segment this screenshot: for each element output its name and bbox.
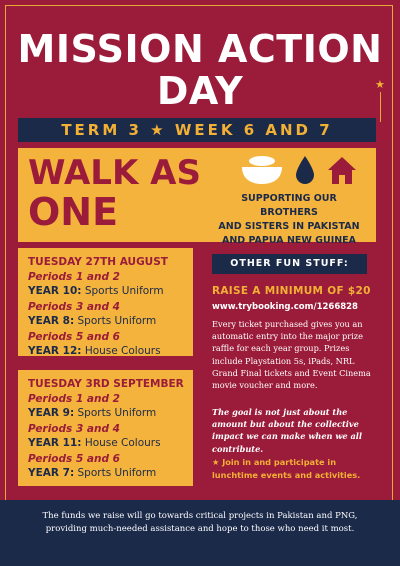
walk-title <box>28 153 201 234</box>
join-in-text: ★ Join in and participate in lunchtime events and activities. <box>212 457 361 480</box>
raffle-description: Every ticket purchased gives you an automatic entry into the major prize raffle for each year group. Prizes include Playstation 5s, iPads, NRL Grand Final tickets and Event Cinema movie voucher and more. <box>212 319 371 391</box>
year-dress-row <box>28 344 164 358</box>
schedule-date: TUESDAY 3RD SEPTEMBER <box>28 378 184 390</box>
year-label: YEAR 12: <box>28 345 82 357</box>
year-label: YEAR 11: <box>28 437 82 449</box>
support-line3: AND PAPUA NEW GUINEA <box>221 235 357 246</box>
fun-stuff-heading: OTHER FUN STUFF: <box>212 254 367 274</box>
year-dress-row <box>28 466 161 480</box>
schedule-panel-2 <box>18 370 193 486</box>
year-dress-row <box>28 314 164 328</box>
term-banner: TERM 3 ★ WEEK 6 AND 7 <box>18 118 376 142</box>
booking-link[interactable]: www.trybooking.com/1266828 <box>212 302 358 312</box>
walk-as-one-panel <box>18 148 376 246</box>
support-text <box>214 192 364 248</box>
dress-label: Sports Uniform <box>77 315 157 327</box>
goal-statement: The goal is not just about the amount but about the collective impact we can make when we all contribute. <box>212 407 362 454</box>
support-line2: AND SISTERS IN PAKISTAN <box>218 221 360 232</box>
dress-label: Sports Uniform <box>84 285 164 297</box>
raise-minimum-text: RAISE A MINIMUM OF $20 <box>212 285 371 297</box>
periods-label: Periods 5 and 6 <box>28 453 120 465</box>
bowl-icon <box>240 154 284 186</box>
schedule-list <box>28 393 161 483</box>
periods-label: Periods 5 and 6 <box>28 331 120 343</box>
dress-label: Sports Uniform <box>77 467 157 479</box>
schedule-list <box>28 271 164 361</box>
page-title-line2: DAY <box>156 69 244 113</box>
year-label: YEAR 9: <box>28 407 75 419</box>
periods-label: Periods 3 and 4 <box>28 423 120 435</box>
year-label: YEAR 10: <box>28 285 82 297</box>
year-dress-row <box>28 284 164 298</box>
dress-label: House Colours <box>84 345 161 357</box>
dress-label: House Colours <box>84 437 161 449</box>
footer-bar <box>0 500 400 566</box>
walk-title-line2: ONE <box>28 190 119 234</box>
dress-label: Sports Uniform <box>77 407 157 419</box>
periods-label: Periods 1 and 2 <box>28 271 120 283</box>
water-drop-icon <box>294 154 316 186</box>
walk-title-line1: WALK AS <box>28 153 201 193</box>
schedule-date: TUESDAY 27TH AUGUST <box>28 256 168 268</box>
year-dress-row <box>28 406 161 420</box>
year-label: YEAR 8: <box>28 315 75 327</box>
icon-row <box>240 154 360 188</box>
periods-label: Periods 1 and 2 <box>28 393 120 405</box>
house-icon <box>326 154 358 186</box>
schedule-panel-1 <box>18 248 193 356</box>
star-icon: ★ <box>375 78 385 91</box>
page-title-line1: MISSION ACTION <box>17 27 383 71</box>
year-label: YEAR 7: <box>28 467 75 479</box>
footer-text: The funds we raise will go towards critical projects in Pakistan and PNG, providing much-needed assistance and hope to those who need it most. <box>42 511 358 534</box>
year-dress-row <box>28 436 161 450</box>
support-line1: SUPPORTING OUR BROTHERS <box>241 193 337 218</box>
periods-label: Periods 3 and 4 <box>28 301 120 313</box>
